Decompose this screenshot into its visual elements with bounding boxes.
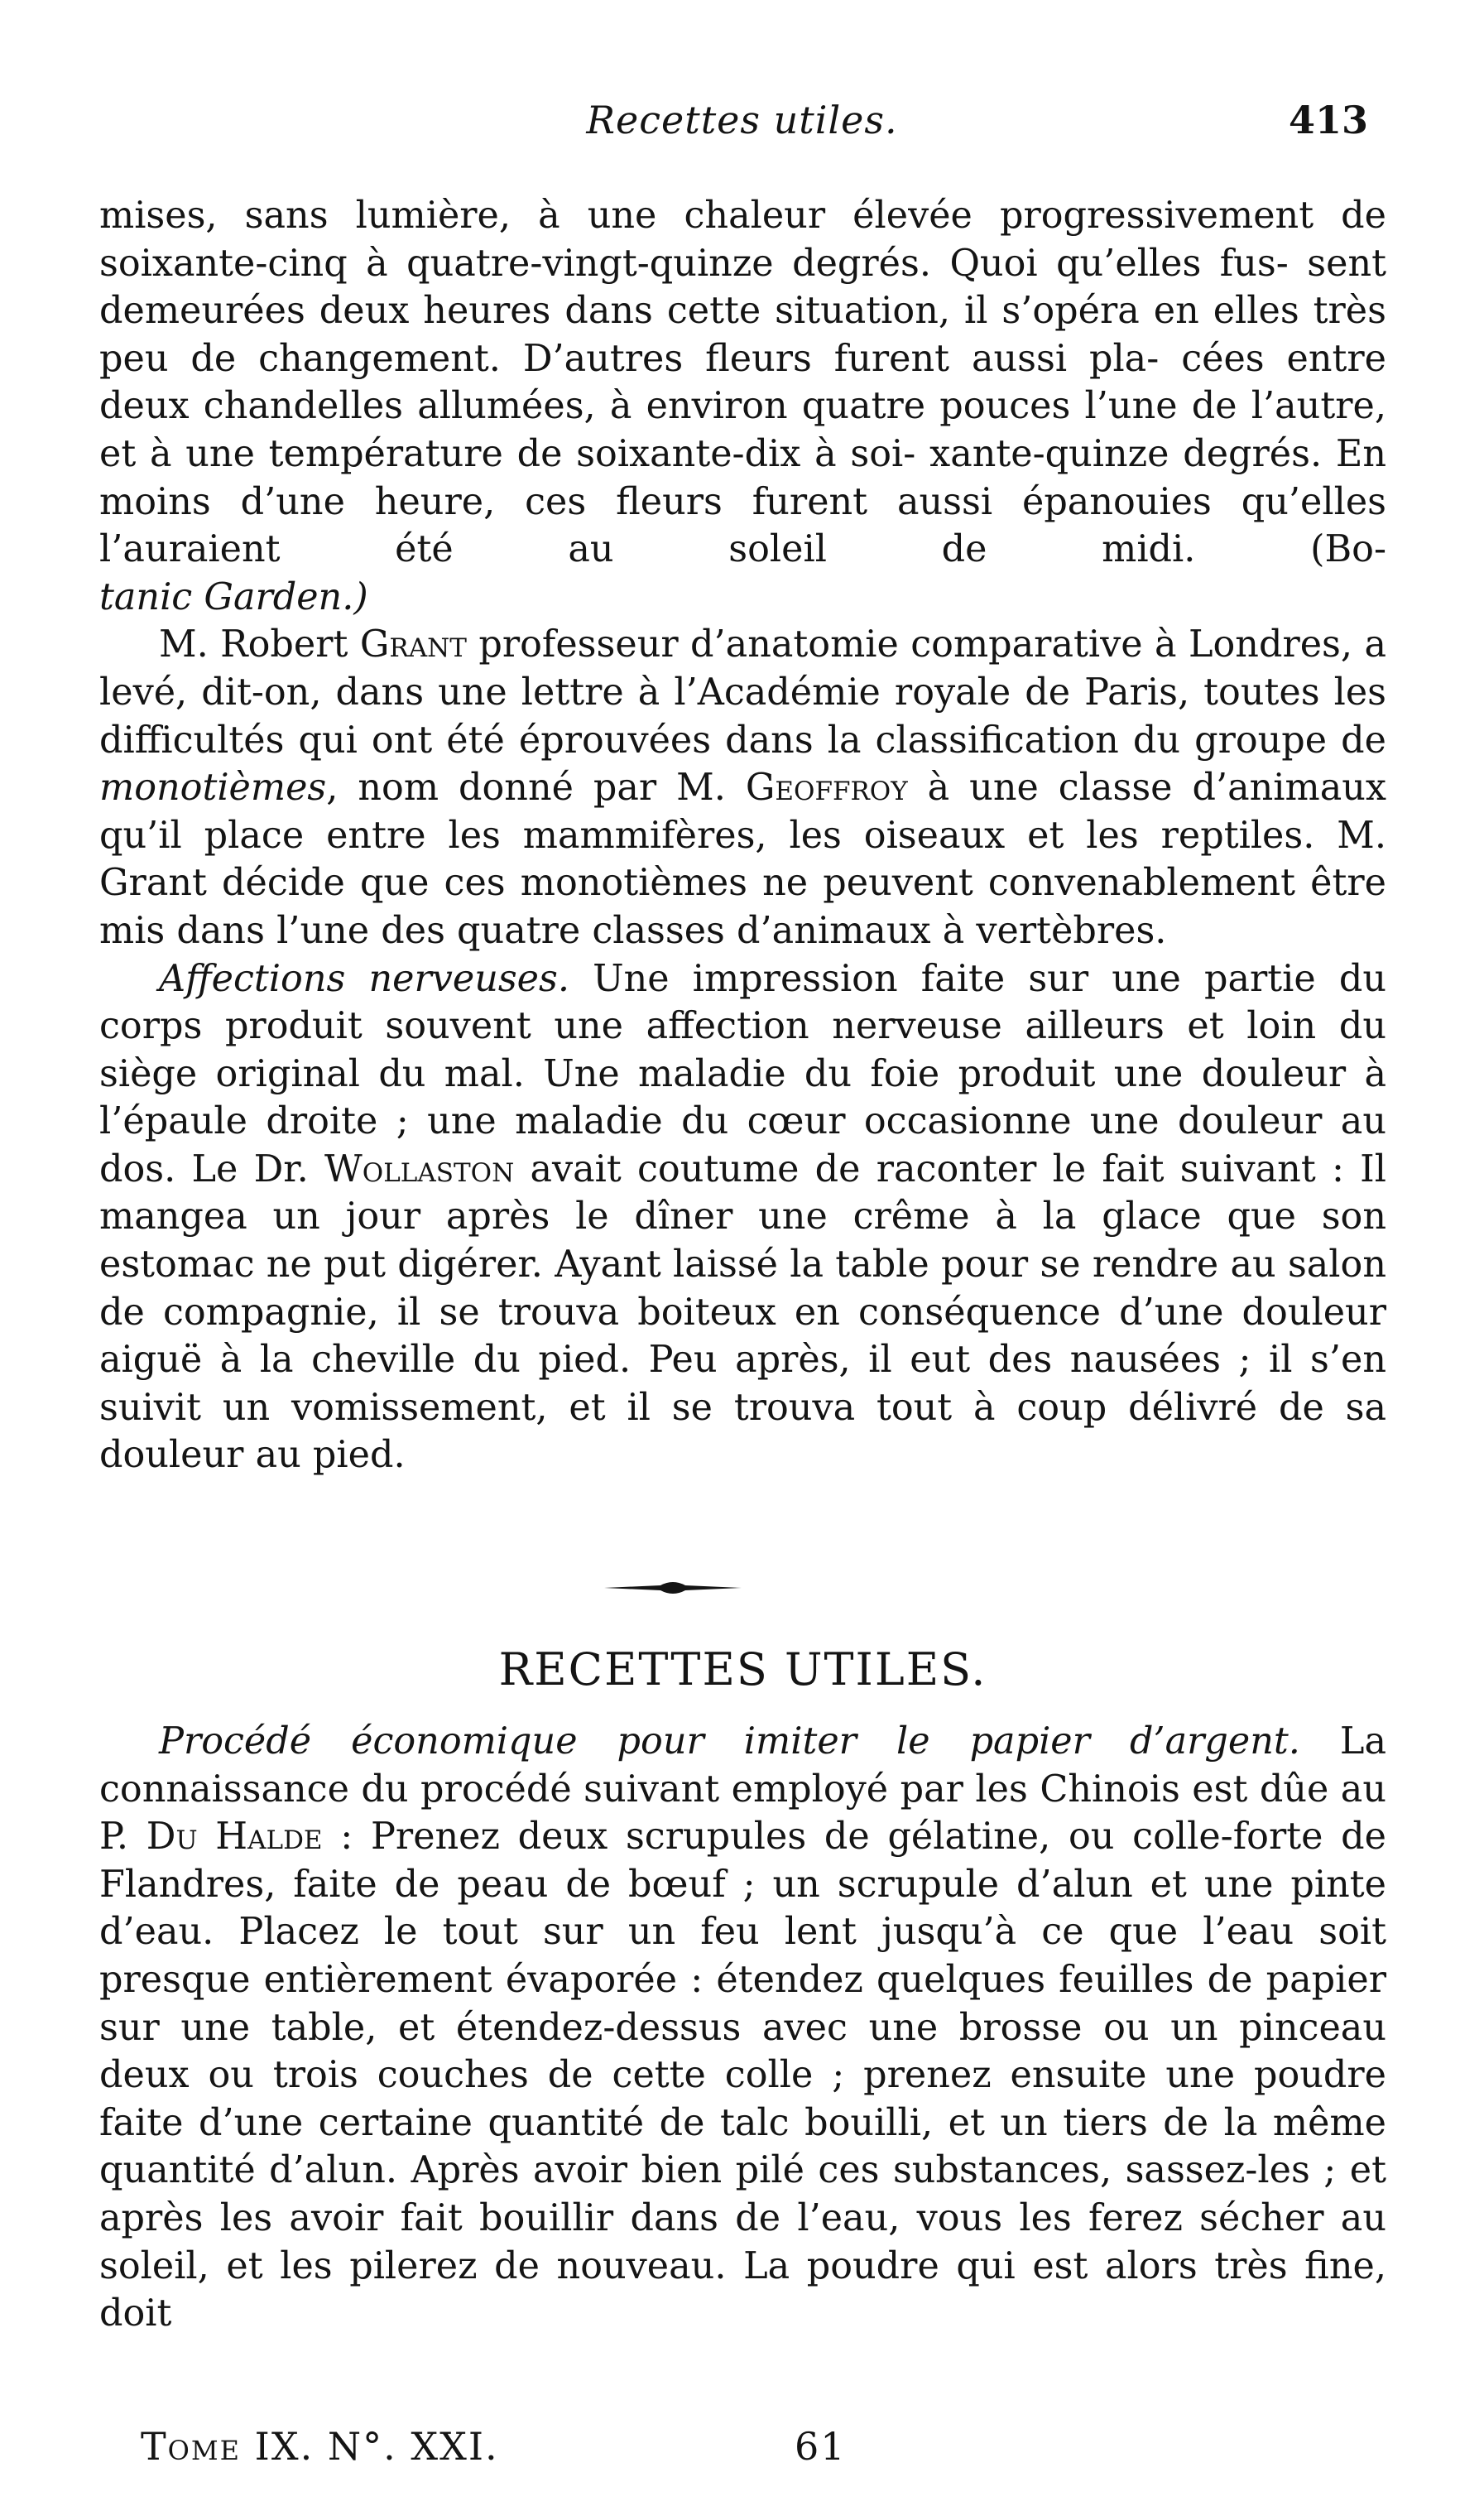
section-two-text	[99, 1718, 1386, 2338]
text-line: xante-quinze degrés. En moins d’une heure, ces fleurs furent	[99, 432, 1386, 523]
paragraph-continuation-end	[99, 574, 1386, 622]
text-line: mises, sans lumière, à une chaleur élevée progressivement de	[99, 195, 1386, 237]
text-run: : Prenez deux scrupules de gélatine, ou colle-forte de Flandres, faite de peau de bœuf ; un scrupule d’alun et une pinte d’eau. Placez le tout sur un feu lent jusqu’à ce que l’eau soit presque entièrement évaporée : étendez quelques feuilles de papier sur une table, et étendez-dessus avec une brosse ou un pinceau deux ou trois couches de cette colle ; prenez ensuite une poudre faite d’une certaine quantité de talc bouilli, et un tiers de la même quantité d’alun. Après avoir bien pilé ces substances, sassez-les ; et après les avoir fait bouillir dans de l’eau, vous les ferez sécher au soleil, et les pilerez de nouveau. La poudre qui est alors très fine, doit	[99, 1816, 1386, 2335]
text-run: avait coutume de raconter le fait suivant : Il mangea un jour après le dîner une crême à la glace que son estomac ne put digérer. Ayant laissé la table pour se rendre au salon de compagnie, il se trouva boiteux en conséquence d’une douleur aiguë à la cheville du pied. Peu après, il eut des nausées ; il s’en suivit un vomissement, et il se trouva tout à coup délivré de sa douleur au pied.	[99, 1147, 1386, 1477]
page-number: 413	[1288, 98, 1368, 142]
name-geoffroy: Geoffroy	[745, 767, 908, 810]
running-head	[99, 98, 1385, 172]
text-run: La connaissance du procédé suivant employé par les Chinois est dûe au P.	[99, 1720, 1387, 1859]
paragraph-heading: Affections nerveuses.	[159, 957, 570, 1000]
text-line: soixante-cinq à quatre-vingt-quinze degrés. Quoi qu’elles fus-	[99, 242, 1289, 285]
running-title: Recettes utiles.	[586, 98, 898, 142]
source-citation: Garden.)	[204, 575, 368, 618]
name-du-halde: Du Halde	[146, 1816, 323, 1859]
paragraph-affections-nerveuses	[99, 955, 1386, 1480]
text-line: cées entre deux chandelles allumées, à environ quatre pouces	[99, 337, 1387, 428]
section-title: RECETTES UTILES.	[498, 1643, 987, 1695]
text-line: elles très peu de changement. D’autres fleurs furent aussi pla-	[99, 290, 1386, 380]
signature-number: 61	[795, 2424, 847, 2469]
text-run: à une classe d’animaux qu’il place entre les mammifères, les oiseaux et les reptiles. M. Grant décide que ces monotièmes ne peuvent convenablement être mis dans l’une des quatre classes d’animaux à vertèbres.	[99, 767, 1387, 952]
name-grant: Grant	[359, 623, 467, 666]
paragraph-grant	[99, 621, 1386, 955]
section-one-text	[99, 192, 1386, 1479]
signature-mark: Tome IX. N°. XXI.	[141, 2424, 499, 2469]
name-wollaston: Wollaston	[324, 1147, 515, 1190]
paragraph-heading: Procédé économique pour imiter le papier d’argent.	[159, 1720, 1300, 1763]
text-run: Une impression faite sur une partie du corps produit souvent une affection nerveuse ailleurs et loin du siège original du mal. Une maladie du foie produit une douleur à l’épaule droite ; une maladie du cœur occasionne une douleur au dos. Le Dr.	[99, 957, 1387, 1190]
text-run: , nom donné par M.	[326, 767, 746, 810]
paragraph-continuation	[99, 192, 1386, 574]
source-citation-prefix: tanic	[99, 575, 193, 618]
text-run: M. Robert	[159, 623, 360, 666]
ornament-divider	[603, 1571, 743, 1604]
text-line: aussi épanouies qu’elles l’auraient été au soleil de midi. (Bo-	[99, 480, 1387, 571]
text-line: sent demeurées deux heures dans cette situation, il s’opéra en	[99, 242, 1386, 333]
term-monotiemes: monotièmes	[99, 767, 327, 810]
paragraph-papier-argent	[99, 1718, 1386, 2338]
text-run: professeur d’anatomie comparative à Londres, a levé, dit-on, dans une lettre à l’Académie royale de Paris, toutes les difficultés qui ont été éprouvées dans la classification du groupe de	[99, 623, 1386, 762]
text-line: l’une de l’autre, et à une température de soixante-dix à soi-	[99, 385, 1386, 475]
